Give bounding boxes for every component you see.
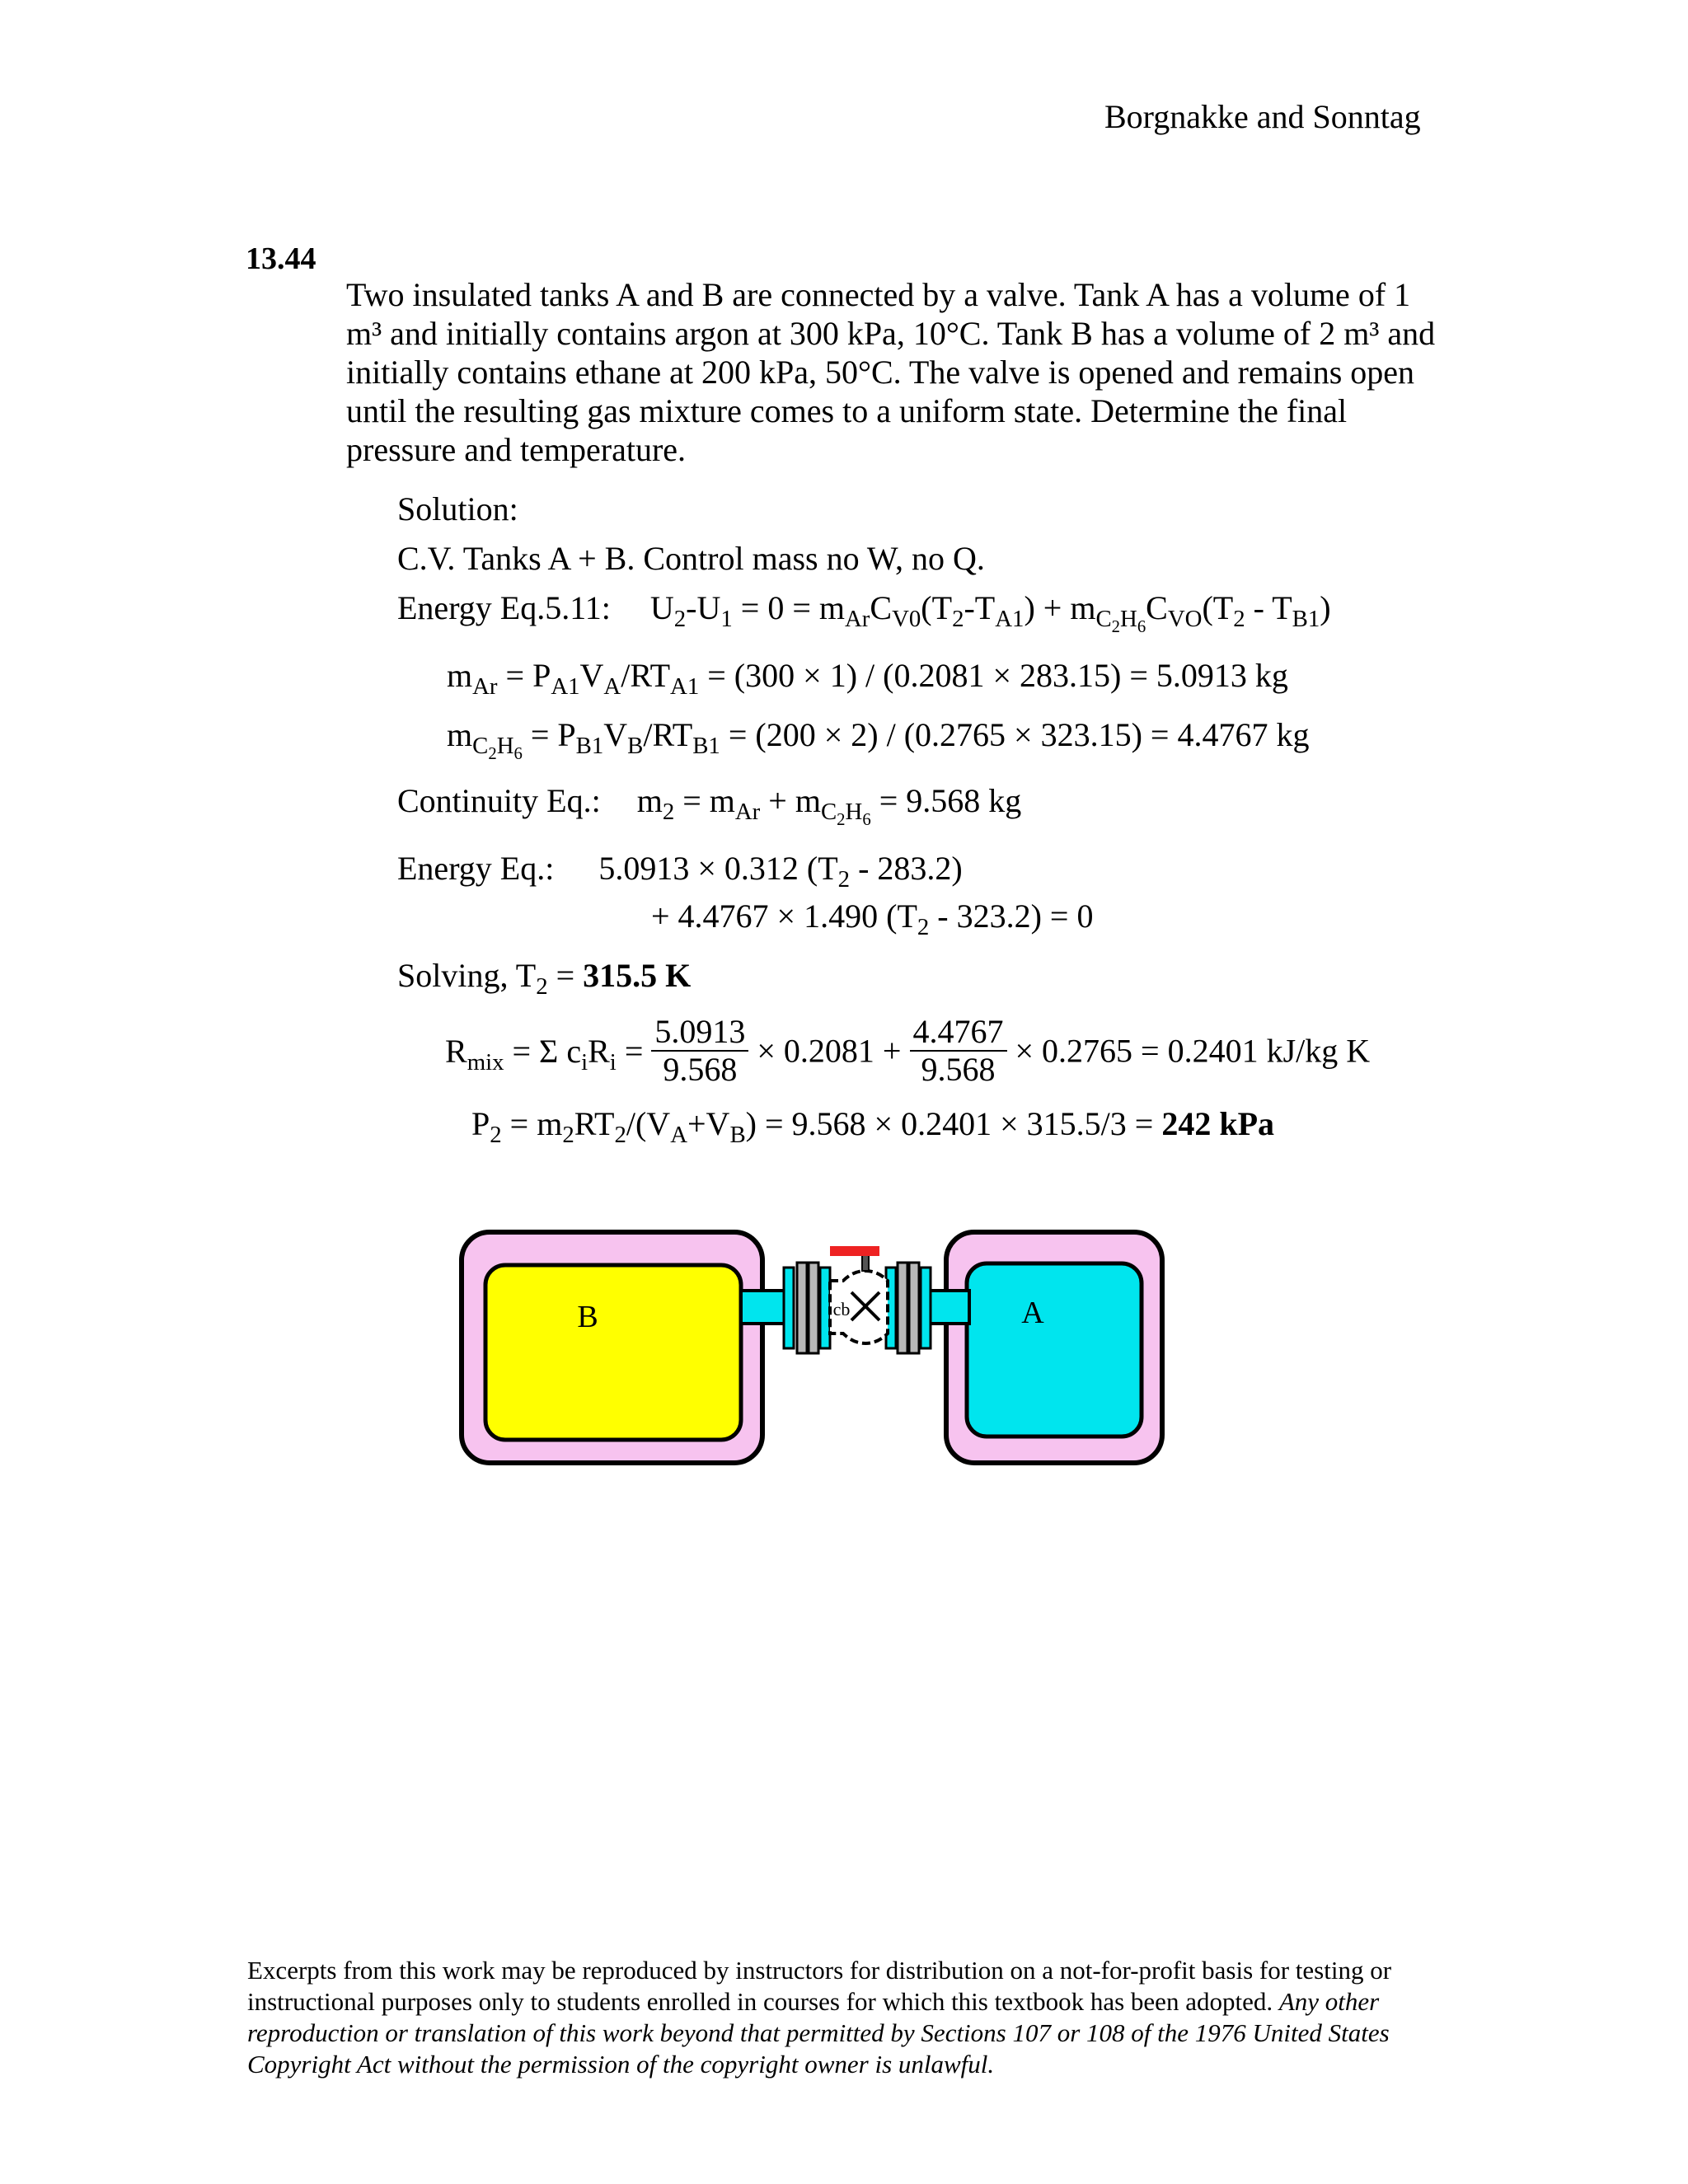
final-pressure: 242 kPa xyxy=(1161,1105,1275,1142)
page-header: Borgnakke and Sonntag xyxy=(1104,98,1421,135)
pipe-left xyxy=(741,1291,787,1324)
mass-ethane-equation: $m_{C_2H_6} = P_{B1}V_B/RT_{B1} = (200 \times 2) / (0.2765 \times 323.15) = 4.4767$ kg xyxy=(447,716,1310,763)
energy-equation-label: Energy Eq.5.11: xyxy=(397,589,611,626)
tank-diagram xyxy=(457,1228,1166,1475)
final-temperature: 315.5 K xyxy=(583,957,692,994)
energy-equation: Energy Eq.5.11: $U_2-U_1 = 0 = m_{Ar}C_{V0}(T_2-T_{A1}) + m_{C_2H_6}C_{VO}(T_2 - T_{B1})$ xyxy=(397,589,1331,636)
problem-number: 13.44 xyxy=(246,241,316,276)
left-flange xyxy=(784,1263,830,1353)
tank-a xyxy=(967,1263,1142,1436)
valve-handle xyxy=(830,1246,879,1256)
copyright-footer: Excerpts from this work may be reproduced by instructors for distribution on a not-for-profit basis for testing or instructional purposes only to students enrolled in courses for which this textbook has been adopted. Any other reproduction or translation of this work beyond that permitted by Sections 107 or 108 of the 1976 United States Copyright Act without the permission of the copyright owner is unlawful. xyxy=(247,1956,1392,2079)
mass-argon-equation: $m_{Ar} = P_{A1}V_A/RT_{A1} = (300 \times 1) / (0.2081 \times 283.15) = 5.0913$ kg xyxy=(447,657,1288,701)
tank-b xyxy=(485,1265,741,1440)
fraction-ethane: $\frac{4.4767}{9.568}$ xyxy=(910,1014,1007,1088)
valve-label: cb xyxy=(832,1299,851,1319)
tank-a-label: A xyxy=(1021,1296,1044,1330)
solving-temperature: Solving, $T_2 = 315.5$ K xyxy=(397,957,692,1001)
mixture-gas-constant: $R_{mix} = \Sigma$ $c_iR_i$ = $\frac{5.0913}{9.568}$ × 0.2081 + $\frac{4.4767}{9.568}$ × 0.2765 = 0.2401 kJ/kg K xyxy=(445,1013,1371,1088)
continuity-equation: Continuity Eq.: $m_2 = m_{Ar} + m_{C_2H_6} = 9.568$ kg xyxy=(397,782,1022,829)
solution-heading: Solution: xyxy=(397,490,518,527)
energy-equation-numeric-line2: + 4.4767 × 1.490 $(T_2 - 323.2) = 0$ xyxy=(651,898,1094,941)
problem-statement: Two insulated tanks A and B are connected by a valve. Tank A has a volume of 1 m³ and initially contains argon at 300 kPa, 10°C. Tank B has a volume of 2 m³ and initially contains ethane at 200 kPa, 50°C. The valve is opened and remains open until the resulting gas mixture comes to a uniform state. Determine the final pressure and temperature. xyxy=(346,276,1436,468)
energy-equation-numeric: Energy Eq.: 5.0913 × 0.312 $(T_2 - 283.2)$ xyxy=(397,850,963,893)
control-volume-line: C.V. Tanks A + B. Control mass no W, no Q. xyxy=(397,540,985,577)
final-pressure-equation: $P_2 = m_2RT_2/(V_A+V_B) = 9.568 \times 0.2401 \times 315.5/3 = 242$ kPa xyxy=(471,1105,1275,1149)
fraction-argon: $\frac{5.0913}{9.568}$ xyxy=(651,1014,748,1088)
tank-b-label: B xyxy=(577,1300,598,1334)
right-flange xyxy=(886,1263,931,1353)
